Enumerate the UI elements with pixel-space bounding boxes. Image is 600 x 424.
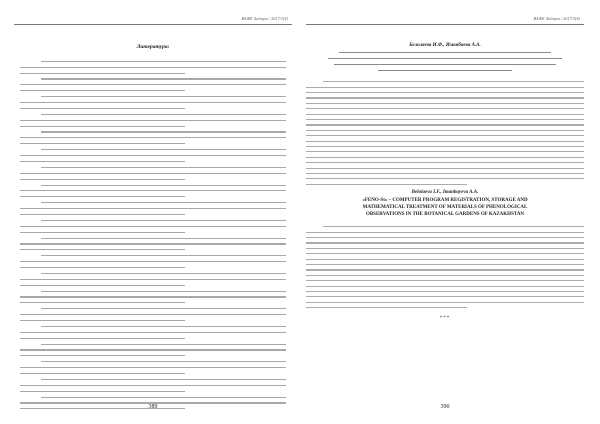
text-line [20, 179, 185, 180]
text-line [41, 255, 286, 256]
text-line [20, 73, 185, 74]
text-line [306, 141, 584, 142]
text-line [41, 326, 286, 327]
text-line [20, 137, 286, 138]
text-line [41, 149, 286, 150]
text-line [306, 232, 584, 233]
text-line [20, 190, 286, 191]
text-line [20, 367, 286, 368]
text-line [306, 168, 584, 169]
header-rule-right [306, 24, 584, 25]
text-line [306, 103, 584, 104]
text-line [306, 286, 584, 287]
text-line [306, 124, 584, 125]
page-number-left: 389 [148, 404, 158, 410]
text-line [20, 332, 286, 333]
text-line [306, 237, 584, 238]
text-line [306, 253, 584, 254]
text-line [306, 130, 584, 131]
text-line [20, 155, 286, 156]
text-line [41, 291, 286, 292]
text-line [20, 214, 185, 215]
text-line [20, 196, 185, 197]
text-line [306, 146, 584, 147]
text-line [20, 161, 185, 162]
text-line [306, 151, 584, 152]
text-line [20, 249, 185, 250]
article-en-title-line-2: MATHEMATICAL TREATMENT OF MATERIALS OF PHENOLOGICAL [362, 205, 528, 210]
text-line [306, 157, 584, 158]
article-en-authors: Belolaeva I.F., Imanbayeva A.A. [411, 190, 479, 195]
text-line [306, 97, 584, 98]
text-line [306, 296, 584, 297]
text-line [323, 81, 584, 82]
text-line [20, 349, 286, 350]
article-en-abstract [306, 222, 584, 308]
text-line [20, 285, 185, 286]
page-number-right: 390 [440, 404, 450, 410]
references-title: Литература: [136, 44, 170, 50]
text-line [323, 226, 584, 227]
text-line [20, 173, 286, 174]
text-line [20, 296, 286, 297]
text-line [306, 87, 584, 88]
text-line [20, 338, 185, 339]
text-line [306, 178, 584, 179]
article-en-title-line-3: OBSERVATIONS IN THE BOTANICAL GARDENS OF KAZAKHSTAN [365, 212, 525, 217]
text-line [41, 308, 286, 309]
text-line [20, 84, 286, 85]
text-line [306, 307, 467, 308]
text-line [20, 391, 185, 392]
text-line [306, 302, 584, 303]
text-line [306, 259, 584, 260]
text-line [20, 373, 185, 374]
running-head-left: ВАЖЕ Хабарш / 2017/3(4) [241, 16, 288, 21]
text-line [41, 96, 286, 97]
text-line [20, 302, 185, 303]
text-line [20, 232, 185, 233]
header-rule-left [14, 24, 292, 25]
article-kz-abstract [306, 77, 584, 185]
text-line [41, 361, 286, 362]
running-head-right: ВАЖЕ Хабарш / 2017/3(4) [533, 16, 580, 21]
text-line [20, 279, 286, 280]
text-line [41, 273, 286, 274]
article-kz-authors: Белолаева И.Ф., Иманбаева А.А. [409, 43, 481, 48]
text-line [306, 264, 584, 265]
text-line [20, 102, 286, 103]
text-line [20, 226, 286, 227]
text-line [20, 267, 185, 268]
article-kz-title-line [328, 58, 562, 59]
references-list [20, 56, 286, 410]
text-line [41, 185, 286, 186]
text-line [20, 243, 286, 244]
text-line [306, 269, 584, 270]
text-line [306, 184, 467, 185]
text-line [20, 314, 286, 315]
text-line [20, 120, 286, 121]
text-line [20, 67, 286, 68]
right-page [306, 16, 584, 410]
text-line [306, 173, 584, 174]
text-line [306, 242, 584, 243]
article-kz-title-line [378, 70, 511, 71]
text-line [306, 114, 584, 115]
text-line [41, 397, 286, 398]
text-line [20, 143, 185, 144]
text-line [20, 385, 286, 386]
text-line [41, 61, 286, 62]
article-kz-title-line [339, 52, 550, 53]
text-line [41, 220, 286, 221]
text-line [20, 261, 286, 262]
text-line [41, 344, 286, 345]
article-en-title-line-1: «FENO-St» – COMPUTER PROGRAM REGISTRATION, STORAGE AND [362, 198, 528, 203]
text-line [20, 355, 185, 356]
text-line [41, 202, 286, 203]
text-line [41, 167, 286, 168]
text-line [41, 238, 286, 239]
text-line [306, 291, 584, 292]
text-line [41, 379, 286, 380]
text-line [20, 208, 286, 209]
text-line [41, 131, 286, 132]
text-line [20, 126, 185, 127]
article-kz-title-line [334, 64, 556, 65]
text-line [306, 135, 584, 136]
text-line [41, 78, 286, 79]
section-separator: *** [439, 316, 451, 321]
left-page [14, 16, 292, 410]
text-line [306, 162, 584, 163]
text-line [306, 119, 584, 120]
text-line [20, 108, 185, 109]
text-line [306, 108, 584, 109]
text-line [306, 280, 584, 281]
text-line [306, 248, 584, 249]
text-line [20, 90, 185, 91]
text-line [20, 320, 185, 321]
text-line [306, 275, 584, 276]
text-line [41, 114, 286, 115]
text-line [306, 92, 584, 93]
